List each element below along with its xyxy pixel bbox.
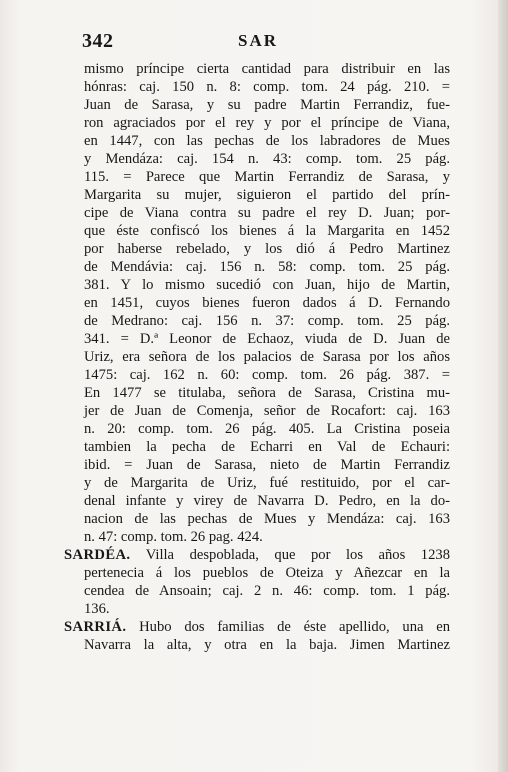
text-line: mismo príncipe cierta cantidad para distribuir en las bbox=[84, 61, 450, 77]
entry-sardea: SARDÉA. Villa despoblada, que por los años 1238 bbox=[64, 547, 450, 563]
text-line: Juan de Sarasa, y su padre Martin Ferrandiz, fue- bbox=[84, 97, 450, 113]
entry-headword: SARRIÁ. bbox=[64, 619, 127, 635]
running-head: SAR bbox=[238, 31, 279, 50]
text-line: jer de Juan de Comenja, señor de Rocafort: caj. 163 bbox=[84, 403, 450, 419]
page-header bbox=[82, 30, 454, 54]
text-line: que éste confiscó los bienes á la Margarita en 1452 bbox=[84, 223, 450, 239]
text-line: por haberse rebelado, y los dió á Pedro Martinez bbox=[84, 241, 450, 257]
text-line: 115. = Parece que Martin Ferrandiz de Sarasa, y bbox=[84, 169, 450, 185]
text-line: en 1447, con las pechas de los labradores de Mues bbox=[84, 133, 450, 149]
text-line: de Medrano: caj. 156 n. 37: comp. tom. 25 pág. bbox=[84, 313, 450, 329]
text-line: cipe de Viana contra su padre el rey D. Juan; por- bbox=[84, 205, 450, 221]
page-number: 342 bbox=[82, 30, 114, 52]
text-line: 1475: caj. 162 n. 60: comp. tom. 26 pág. 387. = bbox=[84, 367, 450, 383]
text-line: y de Margarita de Uriz, fué restituido, por el car- bbox=[84, 475, 450, 491]
entry-headword: SARDÉA. bbox=[64, 547, 131, 563]
entry-sarria: SARRIÁ. Hubo dos familias de éste apellido, una en bbox=[64, 619, 450, 635]
text-line: nacion de las pechas de Mues y Mendáza: caj. 163 bbox=[84, 511, 450, 527]
text-line: En 1477 se titulaba, señora de Sarasa, Cristina mu- bbox=[84, 385, 450, 401]
text-line: 381. Y lo mismo sucedió con Juan, hijo de Martin, bbox=[84, 277, 450, 293]
text-line: 341. = D.ª Leonor de Echaoz, viuda de D. Juan de bbox=[84, 331, 450, 347]
text-line: 136. bbox=[84, 601, 110, 617]
text-line: n. 20: comp. tom. 26 pág. 405. La Cristina poseia bbox=[84, 421, 450, 437]
page-edge-shadow bbox=[498, 0, 508, 772]
text-line: tambien la pecha de Echarri en Val de Echauri: bbox=[84, 439, 450, 455]
text-line: pertenecia á los pueblos de Oteiza y Añezcar en la bbox=[84, 565, 450, 581]
text-line: en 1451, cuyos bienes fueron dados á D. Fernando bbox=[84, 295, 450, 311]
text-line: ron agraciados por el rey y por el príncipe de Viana, bbox=[84, 115, 450, 131]
text-line: ibid. = Juan de Sarasa, nieto de Martin Ferrandiz bbox=[84, 457, 450, 473]
text-line: Navarra la alta, y otra en la baja. Jimen Martinez bbox=[84, 637, 450, 653]
text-line: cendea de Ansoain; caj. 2 n. 46: comp. tom. 1 pág. bbox=[84, 583, 450, 599]
text-line: de Mendávia: caj. 156 n. 58: comp. tom. 25 pág. bbox=[84, 259, 450, 275]
text-line: Uriz, era señora de los palacios de Sarasa por los años bbox=[84, 349, 450, 365]
text-line: y Mendáza: caj. 154 n. 43: comp. tom. 25 pág. bbox=[84, 151, 450, 167]
text-line: Margarita su mujer, siguieron el partido del prín- bbox=[84, 187, 450, 203]
text-line: hónras: caj. 150 n. 8: comp. tom. 24 pág. 210. = bbox=[84, 79, 450, 95]
text-line: denal infante y virey de Navarra D. Pedro, en la do- bbox=[84, 493, 450, 509]
text-line: n. 47: comp. tom. 26 pag. 424. bbox=[84, 529, 263, 545]
